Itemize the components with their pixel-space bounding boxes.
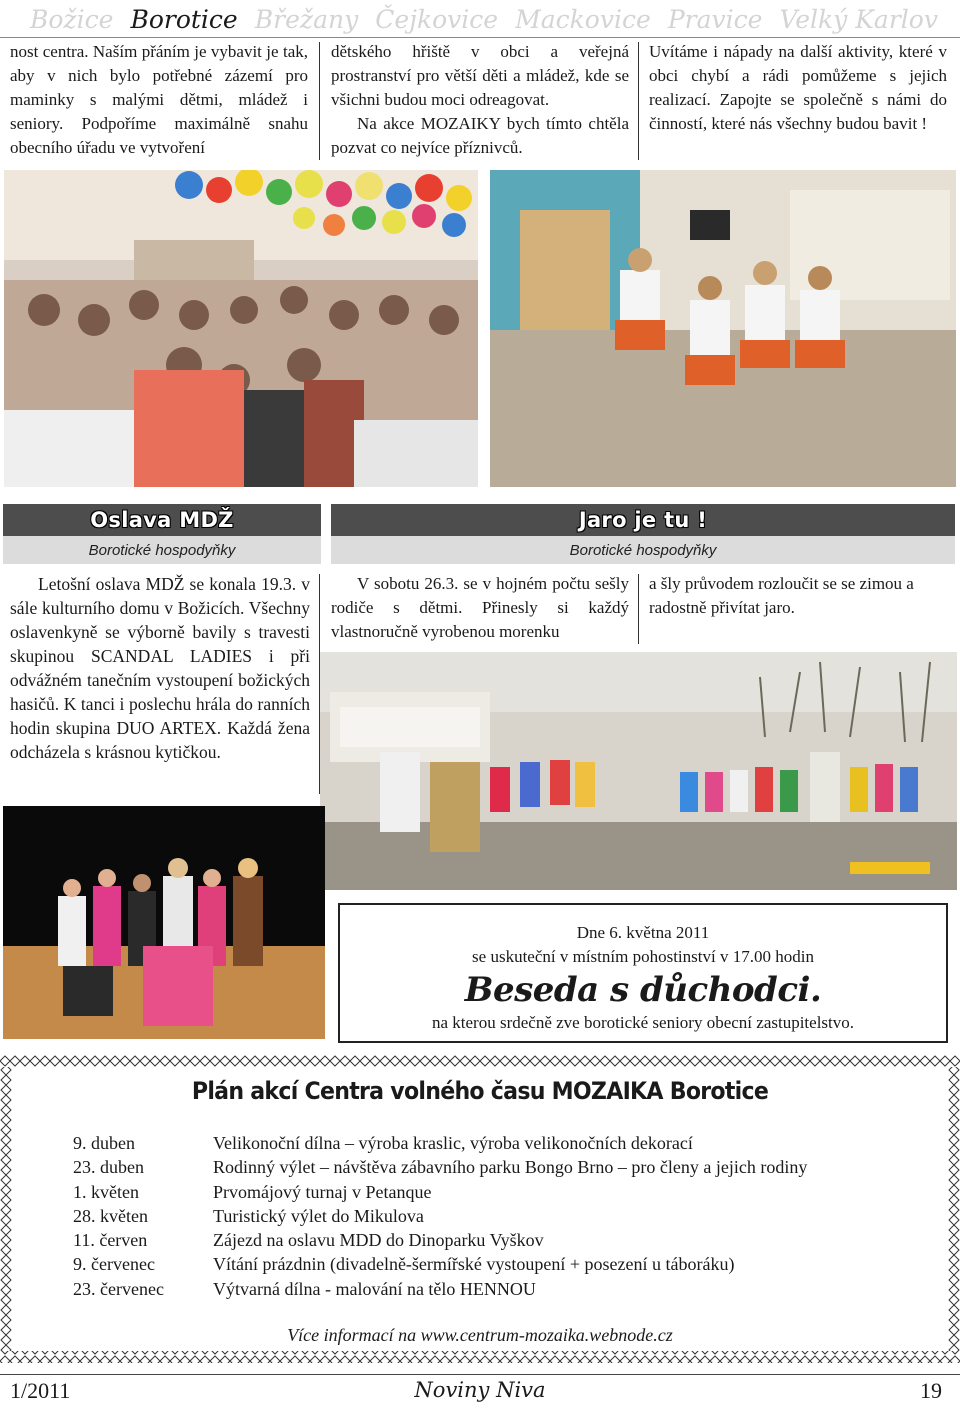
- village-velky-karlov: Velký Karlov: [779, 5, 938, 34]
- event-description: Prvomájový turnaj v Petanque: [213, 1181, 432, 1202]
- event-date: 1. květen: [73, 1181, 139, 1202]
- village-header: [0, 2, 960, 38]
- event-date: 9. červenec: [73, 1254, 155, 1275]
- children-dance-photo: [490, 170, 956, 487]
- jaro-article-body-2: a šly průvodem rozloučit se se zimou a radostně přivítat jaro.: [649, 574, 914, 617]
- footer-rule: [0, 1374, 960, 1375]
- village-mackovice: Mackovice: [515, 5, 651, 34]
- top-text-col1: nost centra. Naším přáním je vybavit je tak, aby v nich bylo potřebné zázemí pro maminky s malými dětmi, mládež i seniory. Podpoříme maximálně snahu obecního úřadu ve vytvoření: [10, 42, 308, 157]
- more-info-link[interactable]: Více informací na www.centrum-mozaika.webnode.cz: [287, 1325, 673, 1345]
- village-brezany: Břežany: [254, 5, 359, 34]
- event-date: 9. duben: [73, 1133, 135, 1153]
- page-footer: [0, 1378, 960, 1408]
- party-hall-photo: [4, 170, 478, 487]
- event-row: [73, 1279, 807, 1303]
- event-description: Turistický výlet do Mikulova: [213, 1205, 424, 1226]
- senior-meeting-invitation: [338, 903, 948, 1043]
- event-list: [73, 1133, 807, 1303]
- event-row: [73, 1157, 807, 1181]
- spring-parade-photo: [320, 652, 957, 890]
- header-rule: [0, 37, 960, 38]
- column-divider: [319, 42, 320, 160]
- issue-number: 1/2011: [10, 1378, 71, 1403]
- jaro-article-body-1: V sobotu 26.3. se v hojném počtu sešly rodiče s dětmi. Přinesly si každý vlastnoručně vyrobenou morenku: [331, 574, 629, 641]
- jaro-section-title: Jaro je tu !: [331, 504, 955, 536]
- village-bozice: Božice: [30, 5, 114, 34]
- top-text-col3: Uvítáme i nápady na další aktivity, které v obci chybí a rádi pomůžeme s jejich realizací. Zapojte se společně s námi do činností, které nás všechny budou bavit !: [649, 42, 947, 133]
- page-number: 19: [920, 1378, 942, 1403]
- event-row: [73, 1206, 807, 1230]
- event-date: 23. duben: [73, 1157, 144, 1178]
- column-divider: [638, 574, 639, 644]
- event-date: 28. květen: [73, 1205, 148, 1226]
- top-text-col2-para2: Na akce MOZAIKY bych tímto chtěla pozvat co nejvíce příznivců.: [331, 114, 629, 157]
- village-borotice: Borotice: [130, 5, 238, 34]
- newspaper-name: Noviny Niva: [414, 1378, 546, 1402]
- mdz-section-title: Oslava MDŽ: [3, 504, 321, 536]
- invite-time: se uskuteční v místním pohostinství v 17.00 hodin: [472, 947, 814, 966]
- invite-headline: Beseda s důchodci.: [464, 970, 822, 1010]
- top-text-col2-para1: dětského hřiště v obci a veřejná prostranství pro větší děti a mládež, kde se všichni budou moci odreagovat.: [331, 42, 629, 109]
- event-row: [73, 1182, 807, 1206]
- invite-footer: na kterou srdečně zve borotické seniory obecní zastupitelstvo.: [431, 1013, 855, 1032]
- event-plan-box: [0, 1055, 960, 1363]
- village-pravice: Pravice: [667, 5, 763, 34]
- event-description: Zájezd na oslavu MDD do Dinoparku Vyškov: [213, 1230, 544, 1251]
- event-description: Velikonoční dílna – výroba kraslic, výroba velikonočních dekorací: [213, 1133, 693, 1153]
- jaro-section-subtitle: Borotické hospodyňky: [331, 536, 955, 564]
- event-row: [73, 1230, 807, 1254]
- plan-title: Plán akcí Centra volného času MOZAIKA Borotice: [191, 1077, 769, 1105]
- mdz-group-photo: [3, 806, 325, 1039]
- mdz-article-body: Letošní oslava MDŽ se konala 19.3. v sále kulturního domu v Božicích. Všechny oslavenkyně se výborně bavily s travesti skupinou SCANDAL LADIES i při odvážném tanečním vystoupení božických hasičů. K tanci i poslechu hrála do ranních hodin skupina DUO ARTEX. Každá žena odcházela s krásnou kytičkou.: [10, 574, 310, 762]
- event-row: [73, 1254, 807, 1278]
- event-row: [73, 1133, 807, 1157]
- event-description: Rodinný výlet – návštěva zábavního parku Bongo Brno – pro členy a jejich rodiny: [213, 1157, 808, 1178]
- event-date: 11. červen: [73, 1230, 148, 1251]
- invite-date: Dne 6. května 2011: [576, 923, 710, 942]
- event-description: Vítání prázdnin (divadelně-šermířské vystoupení + posezení u táboráku): [213, 1254, 735, 1275]
- column-divider: [638, 42, 639, 160]
- event-description: Výtvarná dílna - malování na tělo HENNOU: [213, 1278, 536, 1299]
- event-date: 23. červenec: [73, 1278, 164, 1299]
- mdz-section-subtitle: Borotické hospodyňky: [3, 536, 321, 564]
- village-cejkovice: Čejkovice: [375, 5, 499, 34]
- top-text-col2: [331, 40, 629, 160]
